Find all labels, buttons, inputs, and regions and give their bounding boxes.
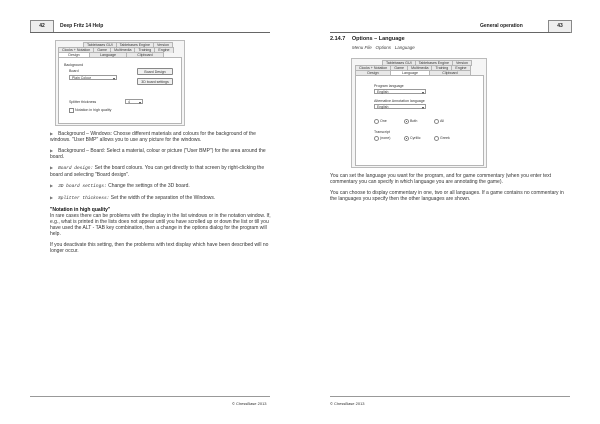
bullet-item: ▶ Background – Board: Select a material, colour or picture ("User BMP") for the area around the board. <box>50 148 266 160</box>
bullet-arrow-icon: ▶ <box>50 131 54 136</box>
bullet-arrow-icon: ▶ <box>50 148 54 153</box>
footer-rule <box>30 396 270 397</box>
notation-paragraph: In rare cases there can be problems with the display in the list windows or in the notation window. If, e.g., what is printed in the lists does not appear until you have scrolled up or down the list or till you have used the ALT - TAB key combination, then a change in the options dialog for the program will help. <box>50 213 271 237</box>
program-language-select[interactable]: English ▾ <box>374 89 426 94</box>
radio-cyrillic-label: Cyrillic <box>410 136 421 140</box>
radio-greek-label: Greek <box>440 136 450 140</box>
radio-greek[interactable] <box>434 136 439 141</box>
board-settings-button[interactable]: 3D board settings <box>137 78 173 85</box>
tab-game[interactable]: Game <box>93 47 111 53</box>
bullet-item: ▶ 3D board settings: Change the settings of the 3D board. <box>50 183 190 189</box>
program-language-label: Program language <box>374 84 404 88</box>
header-rule <box>330 32 570 33</box>
bullet-item: ▶ Board design: Set the board colours. You can get directly to that screen by right-clicking the board and selecting "Board design". <box>50 165 265 178</box>
language-paragraph-2: You can choose to display commentary in one, two or all languages. If a game contains no commentary in the languages you specify then the other languages are shown. <box>330 190 564 202</box>
radio-both[interactable] <box>404 119 409 124</box>
language-paragraph-1: You can set the language you want for the program, and for game commentary (when you enter text commentary you can specify in which language you are annotating the game). <box>330 173 552 185</box>
tab-design[interactable]: Design <box>58 52 90 58</box>
board-select[interactable]: Plain Colour ▾ <box>69 75 117 80</box>
annotation-language-select[interactable]: English ▾ <box>374 104 426 109</box>
footer-rule <box>330 396 570 397</box>
background-label: Background <box>64 63 84 67</box>
tab-engine[interactable]: Engine <box>154 47 173 53</box>
right-page <box>300 0 600 424</box>
radio-both-label: Both <box>410 119 418 123</box>
header-title: Deep Fritz 14 Help <box>60 23 104 29</box>
splitter-select[interactable]: 4 ▾ <box>125 99 143 104</box>
section-title: Options – Language <box>351 36 405 42</box>
radio-all-label: All <box>440 119 444 123</box>
splitter-label: Splitter thickness <box>69 100 97 104</box>
bullet-arrow-icon: ▶ <box>50 183 54 188</box>
notation-checkbox-label: Notation in high quality <box>75 108 112 112</box>
tab-clocks-notation[interactable]: Clocks + Notation <box>58 47 94 53</box>
tab-engine[interactable]: Engine <box>451 65 470 71</box>
tab-language[interactable]: Language <box>390 70 430 76</box>
language-panel <box>355 75 484 166</box>
page-number: 43 <box>548 20 572 33</box>
design-panel <box>58 57 182 124</box>
footer-copyright: © ChessBase 2013 <box>232 401 267 406</box>
footer-copyright: © ChessBase 2013 <box>330 401 365 406</box>
bullet-item: ▶ Splitter thickness: Set the width of the separation of the Windows. <box>50 195 216 201</box>
bullet-arrow-icon: ▶ <box>50 195 54 200</box>
page-number: 42 <box>30 20 54 33</box>
tab-training[interactable]: Training <box>431 65 452 71</box>
tab-clipboard[interactable]: Clipboard <box>429 70 471 76</box>
menu-path: Menu File Options Language <box>352 45 415 50</box>
section-heading <box>330 36 405 42</box>
right-body-text <box>330 173 570 207</box>
transcript-label: Transcript <box>374 130 390 134</box>
tab-language[interactable]: Language <box>89 52 127 58</box>
radio-none-label: (none) <box>380 136 391 140</box>
tab-version[interactable]: Version <box>153 42 173 48</box>
notation-heading: "Notation in high quality" <box>50 207 111 213</box>
bullet-arrow-icon: ▶ <box>50 165 54 170</box>
design-options-dialog <box>55 40 185 126</box>
header-title: General operation <box>480 23 523 29</box>
radio-all[interactable] <box>434 119 439 124</box>
tab-tablebases-gui[interactable]: Tablebases GUI <box>382 60 416 66</box>
tab-game[interactable]: Game <box>390 65 408 71</box>
radio-none[interactable] <box>374 136 379 141</box>
radio-cyrillic[interactable] <box>404 136 409 141</box>
section-number: 2.14.7 <box>330 36 346 42</box>
left-body-text <box>50 131 272 259</box>
tab-version[interactable]: Version <box>452 60 472 66</box>
tab-clocks-notation[interactable]: Clocks + Notation <box>355 65 391 71</box>
tab-multimedia[interactable]: Multimedia <box>407 65 432 71</box>
deactivate-paragraph: If you deactivate this setting, then the problems with text display which have been described will no longer occur. <box>50 242 269 254</box>
tab-tablebases-engine[interactable]: Tablebases Engine <box>116 42 154 48</box>
header-rule <box>30 32 270 33</box>
radio-one-label: One <box>380 119 387 123</box>
board-design-button[interactable]: Board Design <box>137 68 173 75</box>
tab-multimedia[interactable]: Multimedia <box>110 47 135 53</box>
tab-tablebases-gui[interactable]: Tablebases GUI <box>83 42 117 48</box>
bullet-item: ▶ Background – Windows: Choose different materials and colours for the background of the windows. "User BMP" allows you to use any picture for the windows. <box>50 131 256 143</box>
tab-training[interactable]: Training <box>134 47 155 53</box>
radio-one[interactable] <box>374 119 379 124</box>
annotation-language-label: Alternative Annotation language <box>374 99 425 103</box>
board-label: Board <box>69 69 79 73</box>
tab-clipboard[interactable]: Clipboard <box>126 52 164 58</box>
language-options-dialog <box>351 58 487 168</box>
tab-design[interactable]: Design <box>355 70 391 76</box>
notation-checkbox[interactable] <box>69 108 74 113</box>
tab-tablebases-engine[interactable]: Tablebases Engine <box>415 60 453 66</box>
